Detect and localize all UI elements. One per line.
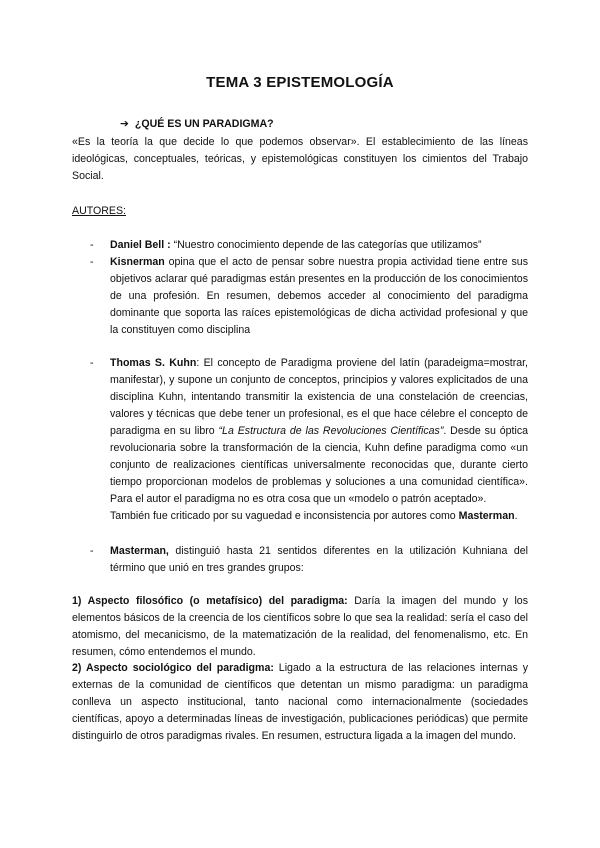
author-text: distinguió hasta 21 sentidos diferentes en la utilización Kuhniana del término que unió en tres grandes grupos: (110, 545, 528, 574)
bullet-dash: - (90, 357, 94, 369)
author-text: opina que el acto de pensar sobre nuestra propia actividad tiene entre sus objetivos aclarar qué paradigmas están presentes en la producción de los conocimientos de una profesión. En resumen, debemos acceder al conocimiento del paradigma dominante que soporta las raíces epistemológicas de dicha actividad profesional y que la constituyen como disciplina (110, 256, 528, 336)
bullet-dash: - (90, 545, 94, 557)
bullet-dash: - (90, 256, 94, 268)
list-item-bell (90, 237, 528, 254)
aspect-text: Ligado a la estructura de las relaciones internas y externas de la comunidad de científicos que detentan un mismo paradigma: un paradigma conlleva un aspecto institucional, tanto nacional como internacionalmente (sociedades científicas, apoyo a determinadas líneas de investigación, publicaciones periódicas) que permite distinguirlo de otros paradigmas rivales. En resumen, estructura ligada a la imagen del mundo. (72, 662, 528, 742)
criticism-end: . (514, 510, 518, 522)
aspect-label: 2) Aspecto sociológico del paradigma: (72, 662, 274, 674)
question-text: ¿QUÉ ES UN PARADIGMA? (134, 118, 274, 130)
author-text-continued: . Desde su óptica revolucionaria sobre la transformación de la ciencia, Kuhn define paradigma como «un conjunto de realizaciones científicas universalmente reconocidas que, durante cierto tiempo proporcionan modelos de problemas y soluciones a una comunidad científica». Para el autor el paradigma no es otra cosa que un «modelo o patrón aceptado». (110, 425, 529, 505)
list-item-kisnerman (90, 254, 528, 339)
aspect-text: Daría la imagen del mundo y los elementos básicos de la creencia de los científicos sobre lo que sea la realidad: sería el caso del atomismo, del mecanicismo, de la matematización de la realidad, del fenomenalismo, etc. En resumen, cómo entendemos el mundo. (72, 595, 528, 658)
aspect-sociological (72, 660, 528, 745)
section-question (120, 118, 274, 130)
list-item-masterman (90, 543, 528, 577)
intro-paragraph: «Es la teoría la que decide lo que podemos observar». El establecimiento de las líneas ideológicas, conceptuales, teóricas, y epistemológicas constituyen los cimientos del Trabajo Social. (72, 136, 528, 182)
list-item-kuhn (90, 355, 528, 525)
authors-heading: AUTORES: (72, 205, 126, 217)
criticism-text: También fue criticado por su vaguedad e inconsistencia por autores como (110, 510, 459, 522)
author-name: Daniel Bell : (110, 239, 171, 251)
aspect-philosophical (72, 593, 528, 661)
author-name: Thomas S. Kuhn (110, 357, 197, 369)
critic-name: Masterman (458, 510, 515, 522)
arrow-icon: ➔ (120, 118, 129, 130)
page-title: TEMA 3 EPISTEMOLOGÍA (206, 74, 394, 91)
aspect-label: 1) Aspecto filosófico (o metafísico) del paradigma: (72, 595, 348, 607)
author-name: Masterman, (110, 545, 169, 557)
author-text: “Nuestro conocimiento depende de las categorías que utilizamos” (170, 239, 482, 251)
author-text: : El concepto de Paradigma proviene del latín (paradeigma=mostrar, manifestar), y supone un conjunto de conceptos, principios y valores explicitados de una disciplina Kuhn, intentando transmitir la existencia de una constelación de creencias, valores y técnicas que debe tener un profesional, es el que hace célebre el concepto de paradigma en su libro (110, 357, 528, 437)
book-title: “La Estructura de las Revoluciones Científicas” (218, 425, 444, 437)
bullet-dash: - (90, 239, 94, 251)
author-name: Kisnerman (110, 256, 165, 268)
